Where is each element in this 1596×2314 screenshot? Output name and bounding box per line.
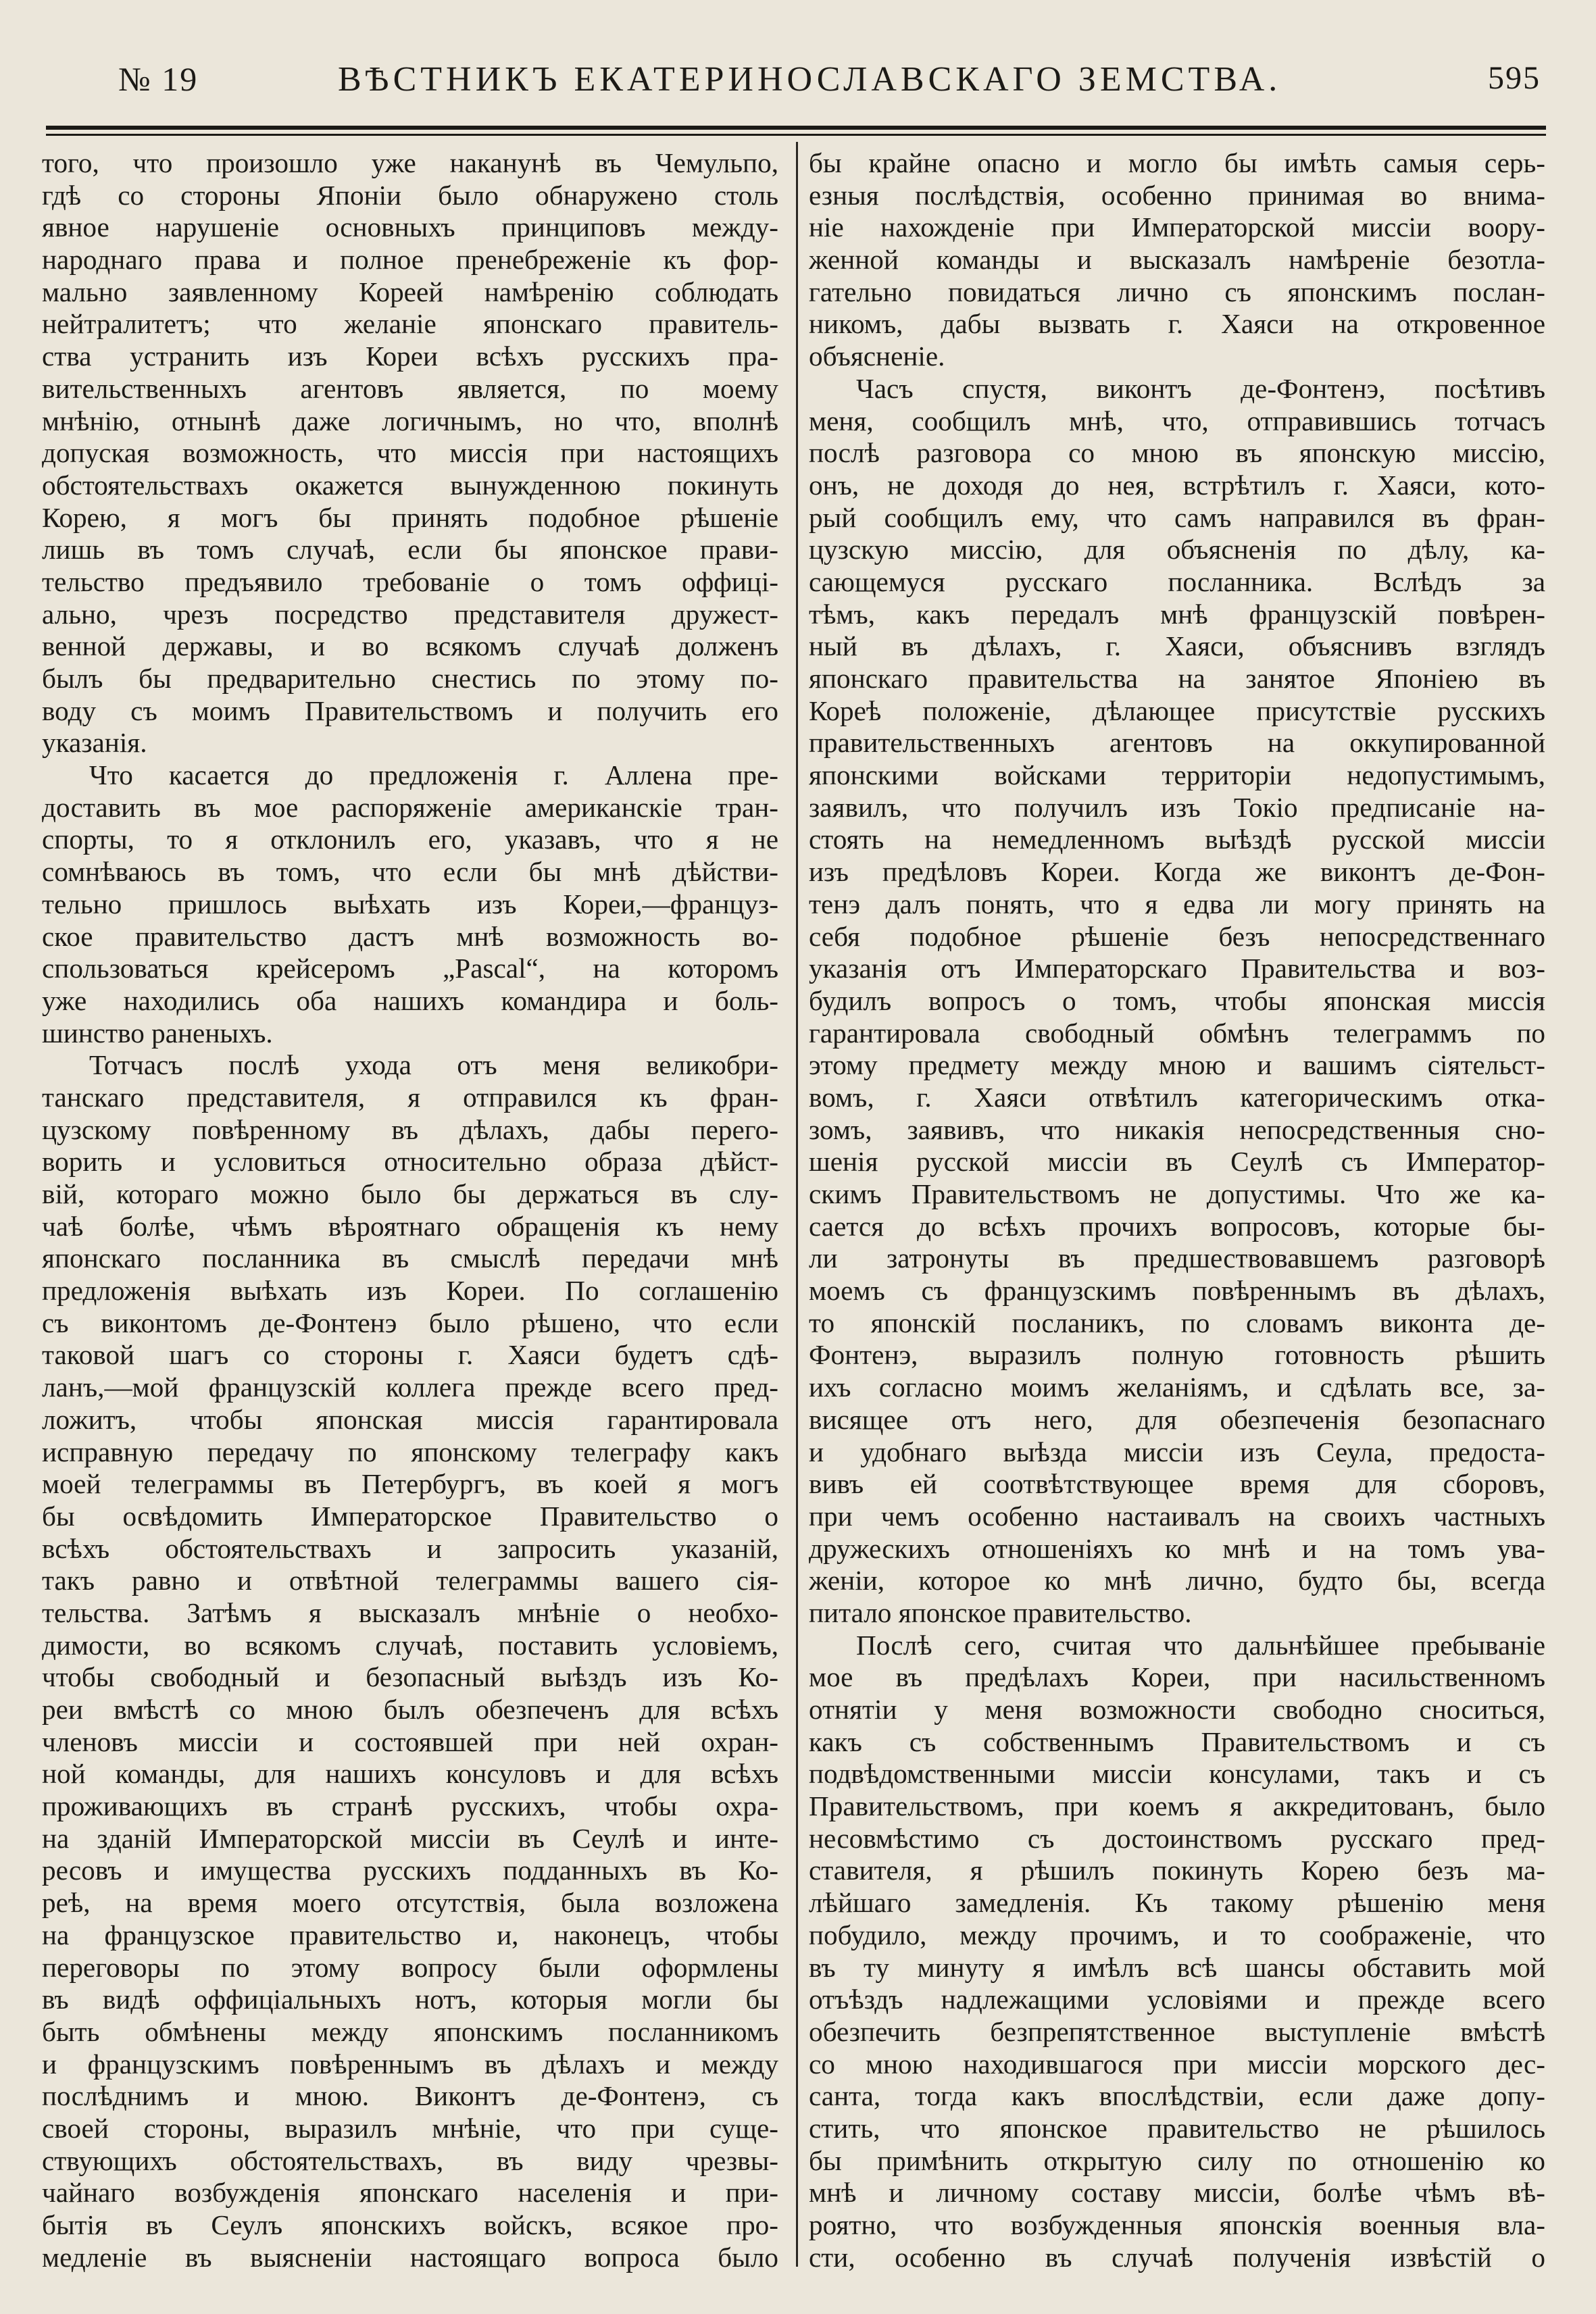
text-line: въ видѣ оффиціальныхъ нотъ, которыя могли бы (42, 1984, 778, 2015)
text-line: исправную передачу по японскому телеграфу какъ (42, 1436, 778, 1467)
text-line: ніе нахожденіе при Императорской миссіи воору- (809, 211, 1545, 243)
text-line: переговоры по этому вопросу были оформлены (42, 1951, 778, 1983)
text-line: тельства. Затѣмъ я высказалъ мнѣніе о необхо- (42, 1596, 778, 1628)
text-line: ланъ,—мой французскій коллега прежде всего пред- (42, 1372, 778, 1403)
text-line: тельство предъявило требованіе о томъ оффиці- (42, 565, 778, 597)
text-line: бы освѣдомить Императорское Правительство о (42, 1500, 778, 1532)
text-line: на французское правительство и, наконецъ, чтобы (42, 1919, 778, 1951)
text-line: зомъ, заявивъ, что никакія непосредственныя сно- (809, 1113, 1545, 1145)
text-line: ствующихъ обстоятельствахъ, въ виду чрезвы- (42, 2144, 778, 2176)
text-line: цузскому повѣренному въ дѣлахъ, дабы перего- (42, 1113, 778, 1145)
text-line: Корею, я могъ бы принять подобное рѣшеніе (42, 501, 778, 533)
text-line: сается до всѣхъ прочихъ вопросовъ, которые бы- (809, 1210, 1545, 1242)
text-line: женіи, которое ко мнѣ лично, будто бы, всегда (809, 1565, 1545, 1596)
text-line: указанія отъ Императорскаго Правительства и воз- (809, 953, 1545, 984)
text-line: указанія. (42, 727, 147, 759)
text-line: при чемъ особенно настаивалъ на своихъ частныхъ (809, 1500, 1545, 1532)
text-line: висящее отъ него, для обезпеченія безопаснаго (809, 1403, 1545, 1435)
text-line: ресовъ и имущества русскихъ подданныхъ въ Ко- (42, 1855, 778, 1886)
text-line: бы крайне опасно и могло бы имѣть самыя серь- (809, 147, 1545, 178)
text-line: отъѣздъ надлежащими условіями и прежде всего (809, 1984, 1545, 2015)
issue-number: № 19 (118, 60, 199, 98)
text-line: медленіе въ выясненіи настоящаго вопроса было (42, 2241, 778, 2273)
text-line: изъ предѣловъ Кореи. Когда же виконтъ де-Фон- (809, 856, 1545, 888)
text-line: побудило, между прочимъ, и то соображеніе, что (809, 1919, 1545, 1951)
text-line: предложенія выѣхать изъ Кореи. По соглашенію (42, 1275, 778, 1307)
text-line: сти, особенно въ случаѣ полученія извѣстій о (809, 2241, 1545, 2273)
text-line: ный въ дѣлахъ, г. Хаяси, объяснивъ взглядъ (809, 630, 1545, 662)
text-line: вомъ, г. Хаяси отвѣтилъ категорическимъ отка- (809, 1081, 1545, 1113)
text-line: ства устранить изъ Кореи всѣхъ русскихъ пра- (42, 341, 778, 372)
text-line: меня, сообщилъ мнѣ, что, отправившись тотчасъ (809, 405, 1545, 436)
running-header (41, 59, 1554, 107)
text-line: лѣйшаго замедленія. Къ такому рѣшенію меня (809, 1887, 1545, 1919)
text-line: заявилъ, что получилъ изъ Токіо предписаніе на- (809, 791, 1545, 823)
text-line: какъ съ собственнымъ Правительствомъ и съ (809, 1726, 1545, 1757)
text-line: Тотчасъ послѣ ухода отъ меня великобри- (89, 1049, 778, 1081)
text-line: спользоваться крейсеромъ „Pascal“, на которомъ (42, 953, 778, 984)
text-line: обезпечить безпрепятственное выступленіе вмѣстѣ (809, 2015, 1545, 2047)
text-line: рый сообщилъ ему, что самъ направился въ фран- (809, 501, 1545, 533)
text-line: мнѣ и личному составу миссіи, болѣе чѣмъ вѣ- (809, 2177, 1545, 2209)
text-line: вительственныхъ агентовъ является, по моему (42, 372, 778, 404)
text-line: сающемуся русскаго посланника. Вслѣдъ за (809, 565, 1545, 597)
text-line: явное нарушеніе основныхъ принциповъ между- (42, 211, 778, 243)
column-divider (796, 142, 798, 2267)
text-line: воду съ моимъ Правительствомъ и получить его (42, 695, 778, 726)
text-line: на зданій Императорской миссіи въ Сеулѣ и инте- (42, 1822, 778, 1854)
text-line: объясненіе. (809, 341, 945, 372)
text-line: Часъ спустя, виконтъ де-Фонтенэ, посѣтивъ (856, 372, 1545, 404)
text-line: японскаго правительства на занятое Японіею въ (809, 663, 1545, 694)
text-line: чаѣ болѣе, чѣмъ вѣроятнаго обращенія къ нему (42, 1210, 778, 1242)
text-line: Послѣ сего, считая что дальнѣйшее пребываніе (856, 1629, 1545, 1661)
text-line: гарантировала свободный обмѣнъ телеграммъ по (809, 1017, 1545, 1049)
text-line: шинство раненыхъ. (42, 1017, 273, 1049)
text-line: несовмѣстимо съ достоинствомъ русскаго пред- (809, 1822, 1545, 1854)
text-line: своей стороны, выразилъ мнѣніе, что при суще- (42, 2112, 778, 2144)
text-line: и удобнаго выѣзда миссіи изъ Сеула, предоста- (809, 1436, 1545, 1467)
text-line: со мною находившагося при миссіи морского дес- (809, 2048, 1545, 2080)
text-line: скимъ Правительствомъ не допустимы. Что же ка- (809, 1178, 1545, 1209)
text-line: никомъ, дабы вызвать г. Хаяси на откровенное (809, 308, 1545, 340)
text-line: чайнаго возбужденія японскаго населенія и при- (42, 2177, 778, 2209)
text-line: доставить въ мое распоряженіе американскіе тран- (42, 791, 778, 823)
text-line: роятно, что возбужденныя японскія военныя вла- (809, 2209, 1545, 2240)
text-line: то японскій посланикъ, по словамъ виконта де- (809, 1307, 1545, 1338)
text-line: обстоятельствахъ окажется вынужденною покинуть (42, 469, 778, 501)
text-line: гательно повидаться лично съ японскимъ послан- (809, 276, 1545, 307)
text-line: сомнѣваюсь въ томъ, что если бы мнѣ дѣйстви- (42, 856, 778, 888)
header-rule-thick (46, 126, 1546, 130)
text-line: подвѣдомственными миссіи консулами, такъ и съ (809, 1758, 1545, 1790)
text-line: реи вмѣстѣ со мною былъ обезпеченъ для всѣхъ (42, 1694, 778, 1725)
text-line: ворить и условиться относительно образа дѣйст- (42, 1146, 778, 1178)
text-line: членовъ миссіи и состоявшей при ней охран- (42, 1726, 778, 1757)
text-line: этому предмету между мною и вашимъ сіятельст- (809, 1049, 1545, 1081)
text-line: Фонтенэ, выразилъ полную готовность рѣшить (809, 1339, 1545, 1371)
left-column (42, 147, 778, 2273)
text-line: реѣ, на время моего отсутствія, была возложена (42, 1887, 778, 1919)
text-line: шенія русской миссіи въ Сеулѣ съ Император- (809, 1146, 1545, 1178)
text-line: танскаго представителя, я отправился къ фран- (42, 1081, 778, 1113)
text-line: мое въ предѣлахъ Кореи, при насильственномъ (809, 1661, 1545, 1693)
text-line: лишь въ томъ случаѣ, если бы японское прави- (42, 534, 778, 565)
journal-title: ВѢСТНИКЪ ЕКАТЕРИНОСЛАВСКАГО ЗЕМСТВА. (338, 60, 1282, 99)
text-line: дружескихъ отношеніяхъ ко мнѣ и на томъ ува- (809, 1532, 1545, 1564)
text-line: послѣ разговора со мною въ японскую миссію, (809, 437, 1545, 469)
text-line: питало японское правительство. (809, 1596, 1192, 1628)
text-line: санта, тогда какъ впослѣдствіи, если даже допу- (809, 2080, 1545, 2112)
text-line: тѣмъ, какъ передалъ мнѣ французскій повѣрен- (809, 598, 1545, 630)
text-line: онъ, не доходя до нея, встрѣтилъ г. Хаяси, кото- (809, 469, 1545, 501)
text-line: въ ту минуту я имѣлъ всѣ шансы обставить мой (809, 1951, 1545, 1983)
text-line: Что касается до предложенія г. Аллена пре- (89, 759, 778, 791)
text-line: ложитъ, чтобы японская миссія гарантировала (42, 1403, 778, 1435)
text-line: ли затронуты въ предшествовавшемъ разговорѣ (809, 1242, 1545, 1274)
text-line: японскаго посланника въ смыслѣ передачи мнѣ (42, 1242, 778, 1274)
text-line: тельно пришлось выѣхать изъ Кореи,—француз- (42, 888, 778, 920)
text-line: езныя послѣдствія, особенно принимая во внима- (809, 179, 1545, 211)
text-line: моемъ съ французскимъ повѣреннымъ въ дѣлахъ, (809, 1275, 1545, 1307)
text-line: димости, во всякомъ случаѣ, поставить условіемъ, (42, 1629, 778, 1661)
text-line: мально заявленному Кореей намѣренію соблюдать (42, 276, 778, 307)
text-line: стить, что японское правительство не рѣшилось (809, 2112, 1545, 2144)
text-line: ной команды, для нашихъ консуловъ и для всѣхъ (42, 1758, 778, 1790)
text-line: былъ бы предварительно снестись по этому по- (42, 663, 778, 694)
header-rule-thin (46, 134, 1546, 136)
text-line: Кореѣ положеніе, дѣлающее присутствіе русскихъ (809, 695, 1545, 726)
text-line: правительственныхъ агентовъ на оккупированной (809, 727, 1545, 759)
text-line: и французскимъ повѣреннымъ въ дѣлахъ и между (42, 2048, 778, 2080)
text-line: съ виконтомъ де-Фонтенэ было рѣшено, что если (42, 1307, 778, 1338)
text-line: отнятіи у меня возможности свободно сноситься, (809, 1694, 1545, 1725)
text-line: тенэ далъ понять, что я едва ли могу принять на (809, 888, 1545, 920)
text-line: цузскую миссію, для объясненія по дѣлу, ка- (809, 534, 1545, 565)
text-line: нейтралитетъ; что желаніе японскаго правитель- (42, 308, 778, 340)
text-line: народнаго права и полное пренебреженіе къ фор- (42, 244, 778, 276)
text-line: уже находились оба нашихъ командира и боль- (42, 984, 778, 1016)
text-line: Правительствомъ, при коемъ я аккредитованъ, было (809, 1790, 1545, 1822)
page-number: 595 (1488, 60, 1541, 96)
text-line: бытія въ Сеулъ японскихъ войскъ, всякое про- (42, 2209, 778, 2240)
text-line: мнѣнію, отнынѣ даже логичнымъ, но что, вполнѣ (42, 405, 778, 436)
text-line: будилъ вопросъ о томъ, чтобы японская миссія (809, 984, 1545, 1016)
text-line: проживающихъ въ странѣ русскихъ, чтобы охра- (42, 1790, 778, 1822)
text-line: ставителя, я рѣшилъ покинуть Корею безъ ма- (809, 1855, 1545, 1886)
text-line: себя подобное рѣшеніе безъ непосредственнаго (809, 920, 1545, 952)
text-line: ально, чрезъ посредство представителя дружест- (42, 598, 778, 630)
text-line: вій, котораго можно было бы держаться въ слу- (42, 1178, 778, 1209)
text-line: чтобы свободный и безопасный выѣздъ изъ Ко- (42, 1661, 778, 1693)
text-line: ихъ согласно моимъ желаніямъ, и сдѣлать все, за- (809, 1372, 1545, 1403)
text-line: спорты, то я отклонилъ его, указавъ, что я не (42, 824, 778, 855)
right-column (809, 147, 1545, 2273)
text-line: такъ равно и отвѣтной телеграммы вашего сія- (42, 1565, 778, 1596)
text-line: вивъ ей соотвѣтствующее время для сборовъ, (809, 1468, 1545, 1500)
text-line: бы примѣнить открытую силу по отношенію ко (809, 2144, 1545, 2176)
text-line: стоять на немедленномъ выѣздѣ русской миссіи (809, 824, 1545, 855)
text-line: моей телеграммы въ Петербургъ, въ коей я могъ (42, 1468, 778, 1500)
text-line: ское правительство дастъ мнѣ возможность во- (42, 920, 778, 952)
text-line: всѣхъ обстоятельствахъ и запросить указаній, (42, 1532, 778, 1564)
text-line: таковой шагъ со стороны г. Хаяси будетъ сдѣ- (42, 1339, 778, 1371)
text-line: японскими войсками территоріи недопустимымъ, (809, 759, 1545, 791)
text-line: венной державы, и во всякомъ случаѣ долженъ (42, 630, 778, 662)
text-line: послѣднимъ и мною. Виконтъ де-Фонтенэ, съ (42, 2080, 778, 2112)
text-line: быть обмѣнены между японскимъ посланникомъ (42, 2015, 778, 2047)
text-line: допуская возможность, что миссія при настоящихъ (42, 437, 778, 469)
text-line: гдѣ со стороны Японіи было обнаружено столь (42, 179, 778, 211)
text-line: женной команды и высказалъ намѣреніе безотла- (809, 244, 1545, 276)
text-line: того, что произошло уже наканунѣ въ Чемульпо, (42, 147, 778, 178)
